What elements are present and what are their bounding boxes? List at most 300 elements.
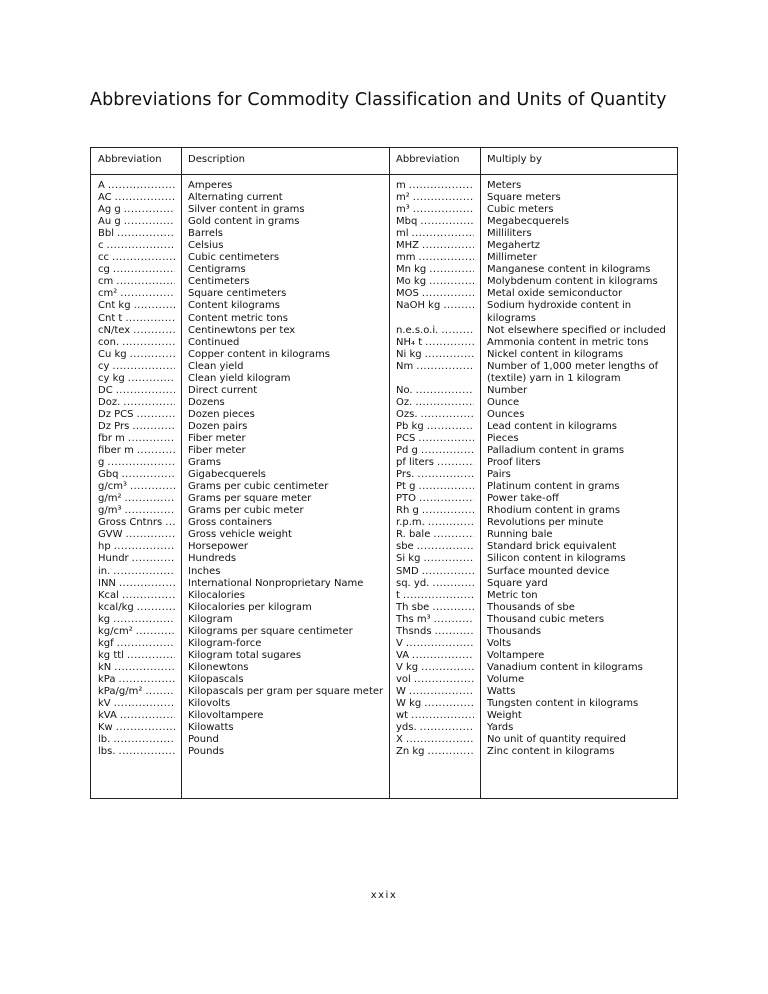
column-divider xyxy=(480,148,481,798)
dot-leader xyxy=(409,650,474,662)
dot-leader xyxy=(426,264,474,276)
left-abbreviation-text: g xyxy=(98,457,105,469)
left-abbreviation-row xyxy=(98,433,175,445)
header-multiply-by: Multiply by xyxy=(487,154,542,165)
right-abbreviation-text: PCS xyxy=(396,432,416,444)
left-description-row: Kilocalories xyxy=(188,589,246,601)
right-multiply-by-row: Rhodium content in grams xyxy=(487,505,621,517)
left-abbreviation-text: Doz. xyxy=(98,396,121,408)
header-description: Description xyxy=(188,154,245,165)
left-description-row: Horsepower xyxy=(188,541,249,553)
right-multiply-by-row: Number xyxy=(487,384,528,396)
left-abbreviation-text: kg ttl xyxy=(98,649,124,661)
right-multiply-by-row: Ounce xyxy=(487,396,520,408)
left-description-row: Grams per cubic centimeter xyxy=(188,481,329,493)
left-abbreviation-row xyxy=(98,204,175,216)
right-abbreviation-row xyxy=(396,433,474,445)
left-abbreviation-row xyxy=(98,252,175,264)
right-multiply-by-row: Metal oxide semiconductor xyxy=(487,288,623,300)
left-abbreviation-text: Cnt kg xyxy=(98,300,131,312)
dot-leader xyxy=(118,469,175,481)
left-description-row: Centigrams xyxy=(188,264,246,276)
right-abbreviation-row xyxy=(396,325,474,337)
right-multiply-by-row: (textile) yarn in 1 kilogram xyxy=(487,372,621,384)
right-abbreviation-row xyxy=(396,216,474,228)
right-abbreviation-text: NaOH kg xyxy=(396,300,441,312)
right-abbreviation-text: wt xyxy=(396,710,409,722)
dot-leader xyxy=(113,385,175,397)
dot-leader xyxy=(422,349,474,361)
left-abbreviation-row xyxy=(98,529,175,541)
left-abbreviation-row xyxy=(98,481,175,493)
left-abbreviation-row xyxy=(98,216,175,228)
right-abbreviation-text: Ni kg xyxy=(396,348,422,360)
right-abbreviation-text: Pd g xyxy=(396,445,418,457)
dot-leader xyxy=(111,698,175,710)
left-abbreviation-row xyxy=(98,734,175,746)
dot-leader xyxy=(411,674,474,686)
right-abbreviation-text: No. xyxy=(396,384,413,396)
left-abbreviation-row xyxy=(98,300,175,312)
dot-leader xyxy=(121,505,175,517)
right-abbreviation-row xyxy=(396,457,474,469)
left-description-row: Kilovoltampere xyxy=(188,710,264,722)
left-description-row: Continued xyxy=(188,336,240,348)
right-abbreviation-row xyxy=(396,614,474,626)
dot-leader xyxy=(104,240,176,252)
dot-leader xyxy=(105,180,175,192)
right-abbreviation-text: Rh g xyxy=(396,505,419,517)
right-abbreviation-text: Oz. xyxy=(396,396,413,408)
left-description-row: Kilogram total sugares xyxy=(188,649,302,661)
right-abbreviation-row xyxy=(396,204,474,216)
right-multiply-by-row: Pieces xyxy=(487,432,519,444)
left-abbreviation-row xyxy=(98,638,175,650)
right-abbreviation-text: pf liters xyxy=(396,457,434,469)
dot-leader xyxy=(415,433,474,445)
left-abbreviation-row xyxy=(98,276,175,288)
left-abbreviation-row xyxy=(98,192,175,204)
dot-leader xyxy=(110,734,175,746)
left-abbreviation-row xyxy=(98,373,175,385)
right-multiply-by-row: Yards xyxy=(487,722,514,734)
left-description-row: Kilogram xyxy=(188,613,233,625)
left-description-row: Celsius xyxy=(188,240,224,252)
dot-leader xyxy=(120,397,175,409)
right-multiply-by-row: Not elsewhere specified or included xyxy=(487,324,666,336)
right-multiply-by-row: Milliliters xyxy=(487,228,532,240)
dot-leader xyxy=(127,481,175,493)
left-abbreviation-row xyxy=(98,264,175,276)
left-abbreviation-row xyxy=(98,457,175,469)
right-abbreviation-text: t xyxy=(396,589,400,601)
dot-leader xyxy=(422,337,474,349)
right-multiply-by-row: Power take-off xyxy=(487,493,559,505)
left-abbreviation-text: AC xyxy=(98,192,112,204)
right-multiply-by-row: Metric ton xyxy=(487,589,538,601)
right-abbreviation-text: r.p.m. xyxy=(396,517,425,529)
right-abbreviation-row xyxy=(396,481,474,493)
left-description-row: Dozen pieces xyxy=(188,408,255,420)
right-abbreviation-text: MOS xyxy=(396,288,419,300)
left-abbreviation-text: A xyxy=(98,180,105,191)
left-description-column xyxy=(188,180,388,758)
right-abbreviation-text: Zn kg xyxy=(396,746,425,758)
right-abbreviation-row xyxy=(396,734,474,746)
left-description-row: Fiber meter xyxy=(188,432,246,444)
right-abbreviation-row xyxy=(396,541,474,553)
left-description-row: Content metric tons xyxy=(188,312,288,324)
left-abbreviation-row xyxy=(98,313,175,325)
column-divider xyxy=(181,148,182,798)
right-abbreviation-text: SMD xyxy=(396,565,419,577)
right-multiply-by-row: Nickel content in kilograms xyxy=(487,348,624,360)
right-abbreviation-row xyxy=(396,288,474,300)
left-description-row: Silver content in grams xyxy=(188,204,305,216)
left-abbreviation-text: kg/cm² xyxy=(98,625,133,637)
dot-leader xyxy=(133,626,175,638)
left-description-row: Clean yield xyxy=(188,360,244,372)
right-multiply-by-row: Megahertz xyxy=(487,240,541,252)
dot-leader xyxy=(424,421,474,433)
right-multiply-by-row: Zinc content in kilograms xyxy=(487,746,615,758)
left-abbreviation-row xyxy=(98,349,175,361)
dot-leader xyxy=(440,300,474,312)
left-description-row: Fiber meter xyxy=(188,445,246,457)
right-abbreviation-text: Mn kg xyxy=(396,264,427,276)
right-multiply-by-row: Surface mounted device xyxy=(487,565,610,577)
dot-leader xyxy=(121,493,175,505)
right-multiply-by-row: Voltampere xyxy=(487,649,545,661)
right-abbreviation-row xyxy=(396,445,474,457)
left-description-row: Gross containers xyxy=(188,517,272,529)
right-multiply-by-row: Standard brick equivalent xyxy=(487,541,617,553)
dot-leader xyxy=(403,734,474,746)
dot-leader xyxy=(418,445,474,457)
dot-leader xyxy=(116,674,176,686)
right-abbreviation-text: ml xyxy=(396,228,409,240)
right-abbreviation-row xyxy=(396,421,474,433)
right-abbreviation-text: yds. xyxy=(396,722,417,734)
left-abbreviation-row xyxy=(98,698,175,710)
left-abbreviation-text: kPa xyxy=(98,673,116,685)
left-abbreviation-column xyxy=(98,180,175,758)
right-multiply-by-row: Proof liters xyxy=(487,457,541,469)
right-multiply-by-row: Cubic meters xyxy=(487,204,554,216)
right-abbreviation-text: Thsnds xyxy=(396,625,432,637)
dot-leader xyxy=(429,578,474,590)
left-abbreviation-text: Kw xyxy=(98,722,113,734)
left-abbreviation-text: cN/tex xyxy=(98,324,131,336)
left-abbreviation-row xyxy=(98,505,175,517)
left-abbreviation-row xyxy=(98,578,175,590)
right-abbreviation-text: MHZ xyxy=(396,240,419,252)
dot-leader xyxy=(417,216,474,228)
left-abbreviation-row xyxy=(98,397,175,409)
left-description-row: Dozen pairs xyxy=(188,420,248,432)
page-number: xxix xyxy=(370,890,398,901)
right-abbreviation-text: Pb kg xyxy=(396,420,424,432)
dot-leader xyxy=(406,686,474,698)
dot-leader xyxy=(430,529,474,541)
dot-leader xyxy=(110,566,175,578)
dot-leader xyxy=(122,313,175,325)
left-abbreviation-text: Au g xyxy=(98,216,121,228)
left-abbreviation-text: DC xyxy=(98,384,113,396)
left-abbreviation-row xyxy=(98,541,175,553)
left-abbreviation-row xyxy=(98,590,175,602)
dot-leader xyxy=(432,626,474,638)
right-abbreviation-row xyxy=(396,264,474,276)
left-abbreviation-row xyxy=(98,240,175,252)
right-multiply-by-row: Number of 1,000 meter lengths of xyxy=(487,360,659,372)
right-abbreviation-row xyxy=(396,361,474,373)
dot-leader xyxy=(429,602,474,614)
dot-leader xyxy=(111,662,175,674)
right-abbreviation-row xyxy=(396,686,474,698)
right-abbreviation-row xyxy=(396,517,474,529)
dot-leader xyxy=(409,228,474,240)
left-description-row: Direct current xyxy=(188,384,258,396)
dot-leader xyxy=(116,578,175,590)
right-abbreviation-row xyxy=(396,300,474,312)
dot-leader xyxy=(134,409,176,421)
right-abbreviation-row xyxy=(396,602,474,614)
right-multiply-by-row: Molybdenum content in kilograms xyxy=(487,276,658,288)
right-abbreviation-text: m² xyxy=(396,192,410,204)
left-description-row: Dozens xyxy=(188,396,225,408)
dot-leader xyxy=(419,505,474,517)
right-abbreviation-row xyxy=(396,397,474,409)
right-multiply-by-row: No unit of quantity required xyxy=(487,734,626,746)
left-abbreviation-text: cy xyxy=(98,360,110,372)
dot-leader xyxy=(117,288,175,300)
left-description-row: Kilonewtons xyxy=(188,661,249,673)
dot-leader xyxy=(410,192,474,204)
left-abbreviation-row xyxy=(98,325,175,337)
left-abbreviation-text: c xyxy=(98,240,104,252)
left-description-row: Kilogram-force xyxy=(188,637,262,649)
left-description-row: International Nonproprietary Name xyxy=(188,577,364,589)
right-abbreviation-row xyxy=(396,180,474,192)
right-abbreviation-text: NH₄ t xyxy=(396,336,423,348)
dot-leader xyxy=(415,252,474,264)
dot-leader xyxy=(127,349,175,361)
left-abbreviation-text: Gross Cntnrs xyxy=(98,517,163,529)
dot-leader xyxy=(125,373,175,385)
right-multiply-by-row: Weight xyxy=(487,710,522,722)
right-abbreviation-row xyxy=(396,313,474,325)
left-description-row: Kilovolts xyxy=(188,698,231,710)
header-abbreviation-left: Abbreviation xyxy=(98,154,162,165)
right-multiply-by-row: Revolutions per minute xyxy=(487,517,604,529)
left-abbreviation-text: con. xyxy=(98,336,120,348)
left-abbreviation-row xyxy=(98,445,175,457)
right-abbreviation-row xyxy=(396,710,474,722)
dot-leader xyxy=(121,204,175,216)
left-description-row: Barrels xyxy=(188,228,223,240)
right-abbreviation-row xyxy=(396,505,474,517)
left-abbreviation-text: Dz Prs xyxy=(98,420,130,432)
left-abbreviation-text: lb. xyxy=(98,734,111,746)
right-abbreviation-text: W xyxy=(396,685,406,697)
right-multiply-by-row: Watts xyxy=(487,685,516,697)
dot-leader xyxy=(122,529,175,541)
dot-leader xyxy=(129,421,175,433)
left-description-row: Cubic centimeters xyxy=(188,252,280,264)
right-abbreviation-text: Ths m³ xyxy=(396,613,431,625)
right-abbreviation-row xyxy=(396,240,474,252)
right-multiply-by-row: Ammonia content in metric tons xyxy=(487,336,649,348)
right-abbreviation-text: vol xyxy=(396,673,411,685)
left-abbreviation-row xyxy=(98,409,175,421)
left-abbreviation-text: kV xyxy=(98,698,111,710)
left-abbreviation-row xyxy=(98,674,175,686)
page-title: Abbreviations for Commodity Classification and Units of Quantity xyxy=(90,90,667,110)
right-abbreviation-text: PTO xyxy=(396,493,417,505)
left-description-row: Pound xyxy=(188,734,219,746)
dot-leader xyxy=(415,481,474,493)
left-description-row: Kilopascals xyxy=(188,673,244,685)
right-abbreviation-text: Mbq xyxy=(396,216,418,228)
left-description-row: Inches xyxy=(188,565,221,577)
right-abbreviation-column xyxy=(396,180,474,758)
left-abbreviation-row xyxy=(98,566,175,578)
right-abbreviation-row xyxy=(396,529,474,541)
left-description-row: Gigabecquerels xyxy=(188,469,266,481)
left-description-row: Grams per cubic meter xyxy=(188,505,304,517)
right-multiply-by-row: Manganese content in kilograms xyxy=(487,264,651,276)
right-multiply-by-row: Ounces xyxy=(487,408,525,420)
left-abbreviation-row xyxy=(98,517,175,529)
right-abbreviation-text: V xyxy=(396,637,403,649)
dot-leader xyxy=(131,300,175,312)
right-abbreviation-row xyxy=(396,276,474,288)
right-multiply-by-row: Sodium hydroxide content in xyxy=(487,300,632,312)
left-description-row: Centinewtons per tex xyxy=(188,324,296,336)
right-abbreviation-row xyxy=(396,373,474,385)
left-description-row: Kilocalories per kilogram xyxy=(188,601,312,613)
dot-leader xyxy=(414,541,474,553)
right-multiply-by-row: Megabecquerels xyxy=(487,216,570,228)
left-description-row: Amperes xyxy=(188,180,233,191)
left-abbreviation-text: Hundr xyxy=(98,553,129,565)
right-multiply-by-row: Thousands of sbe xyxy=(487,601,575,613)
right-abbreviation-row xyxy=(396,553,474,565)
right-abbreviation-text: Th sbe xyxy=(396,601,430,613)
dot-leader xyxy=(414,469,474,481)
left-abbreviation-row xyxy=(98,228,175,240)
right-multiply-by-row: Platinum content in grams xyxy=(487,481,620,493)
left-abbreviation-row xyxy=(98,626,175,638)
right-multiply-by-row: Square yard xyxy=(487,577,548,589)
left-abbreviation-text: kg xyxy=(98,613,111,625)
dot-leader xyxy=(419,240,474,252)
right-abbreviation-text: mm xyxy=(396,252,416,264)
right-abbreviation-row xyxy=(396,409,474,421)
left-description-row: Kilowatts xyxy=(188,722,234,734)
left-abbreviation-row xyxy=(98,553,175,565)
right-abbreviation-row xyxy=(396,385,474,397)
right-abbreviation-text: W kg xyxy=(396,698,422,710)
dot-leader xyxy=(113,722,175,734)
right-multiply-by-row: Meters xyxy=(487,180,522,191)
left-description-row: Kilograms per square centimeter xyxy=(188,625,353,637)
dot-leader xyxy=(112,192,175,204)
left-abbreviation-text: Cu kg xyxy=(98,348,127,360)
right-abbreviation-row xyxy=(396,746,474,758)
right-abbreviation-text: sq. yd. xyxy=(396,577,430,589)
left-description-row: Square centimeters xyxy=(188,288,287,300)
dot-leader xyxy=(418,662,474,674)
left-abbreviation-text: g/cm³ xyxy=(98,481,127,493)
right-abbreviation-text: X xyxy=(396,734,403,746)
left-abbreviation-text: lbs. xyxy=(98,746,116,758)
right-abbreviation-row xyxy=(396,590,474,602)
left-abbreviation-text: in. xyxy=(98,565,111,577)
dot-leader xyxy=(121,216,175,228)
right-abbreviation-row xyxy=(396,337,474,349)
left-abbreviation-text: GVW xyxy=(98,529,123,541)
right-abbreviation-row xyxy=(396,228,474,240)
right-multiply-by-row: Pairs xyxy=(487,469,511,481)
dot-leader xyxy=(142,686,175,698)
right-abbreviation-text: Prs. xyxy=(396,469,415,481)
right-abbreviation-row xyxy=(396,626,474,638)
left-description-row: Kilopascals per gram per square meter xyxy=(188,685,384,697)
dot-leader xyxy=(403,638,474,650)
right-abbreviation-text: VA xyxy=(396,649,410,661)
dot-leader xyxy=(114,638,175,650)
right-multiply-by-row: Tungsten content in kilograms xyxy=(487,698,639,710)
right-abbreviation-row xyxy=(396,493,474,505)
right-abbreviation-text: sbe xyxy=(396,541,414,553)
right-multiply-by-row: Thousand cubic meters xyxy=(487,613,605,625)
right-abbreviation-text: m³ xyxy=(396,204,410,216)
right-multiply-by-row: Millimeter xyxy=(487,252,537,264)
left-abbreviation-row xyxy=(98,614,175,626)
right-multiply-by-row: Volts xyxy=(487,637,512,649)
left-abbreviation-text: Gbq xyxy=(98,469,119,481)
right-multiply-by-row: Palladium content in grams xyxy=(487,445,625,457)
dot-leader xyxy=(413,385,474,397)
right-abbreviation-row xyxy=(396,674,474,686)
left-abbreviation-text: g/m² xyxy=(98,493,122,505)
right-abbreviation-text: m xyxy=(396,180,406,191)
right-multiply-by-row: Volume xyxy=(487,673,525,685)
dot-leader xyxy=(134,602,175,614)
left-abbreviation-row xyxy=(98,686,175,698)
right-multiply-by-row: kilograms xyxy=(487,312,537,324)
dot-leader xyxy=(410,204,474,216)
left-abbreviation-row xyxy=(98,493,175,505)
left-abbreviation-text: Dz PCS xyxy=(98,408,134,420)
left-abbreviation-row xyxy=(98,361,175,373)
left-abbreviation-row xyxy=(98,746,175,758)
left-abbreviation-text: Ag g xyxy=(98,204,121,216)
right-multiply-by-row: Vanadium content in kilograms xyxy=(487,661,643,673)
right-multiply-by-column xyxy=(487,180,677,758)
dot-leader xyxy=(412,397,474,409)
dot-leader xyxy=(109,252,175,264)
left-abbreviation-text: INN xyxy=(98,577,116,589)
left-description-row: Content kilograms xyxy=(188,300,280,312)
dot-leader xyxy=(425,517,474,529)
left-abbreviation-text: kcal/kg xyxy=(98,601,134,613)
dot-leader xyxy=(426,276,474,288)
left-abbreviation-row xyxy=(98,421,175,433)
dot-leader xyxy=(110,264,175,276)
